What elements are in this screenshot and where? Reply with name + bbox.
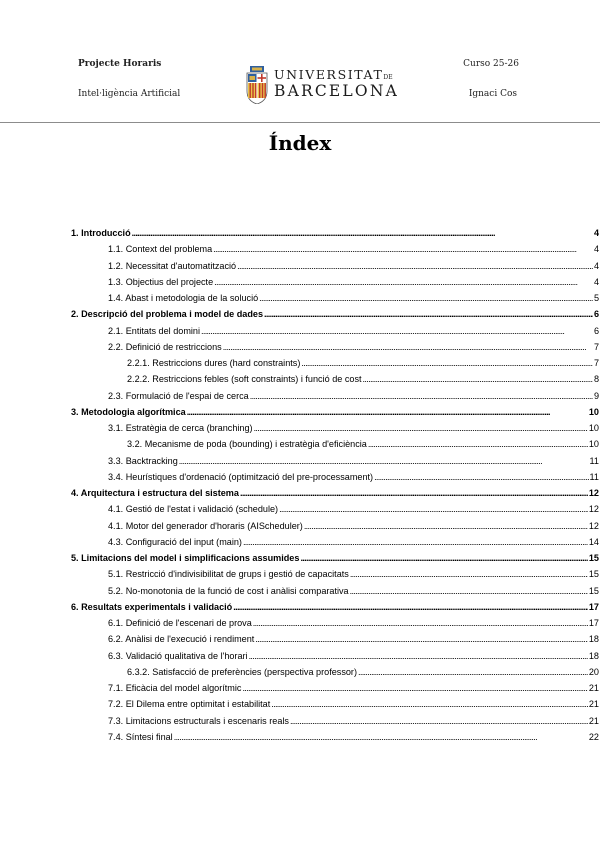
author-name: Ignaci Cos: [468, 89, 517, 99]
toc-entry-label: 7.1. Eficàcia del model algorítmic: [108, 683, 242, 693]
toc-dot-leader: [301, 358, 593, 368]
toc-entry-page: 17: [588, 601, 599, 612]
toc-entry[interactable]: [71, 618, 599, 634]
toc-entry-page: 4: [593, 228, 599, 238]
toc-entry-label: 3.3. Backtracking: [108, 455, 178, 466]
toc-entry-page: 7: [593, 358, 599, 368]
toc-dot-leader: [255, 634, 588, 644]
toc-entry-label: 6.3. Validació qualitativa de l'horari: [108, 650, 248, 661]
toc-entry[interactable]: [71, 342, 599, 358]
toc-dot-leader: [374, 472, 588, 482]
toc-entry-label: 2.3. Formulació de l'espai de cerca: [108, 390, 249, 401]
toc-entry-page: 12: [588, 520, 599, 531]
toc-dot-leader: [358, 667, 588, 677]
toc-entry-page: 18: [588, 634, 599, 645]
toc-dot-leader: [240, 488, 588, 498]
toc-entry-label: 3.1. Estratègia de cerca (branching): [108, 423, 253, 433]
toc-entry[interactable]: [71, 439, 599, 455]
toc-dot-leader: [300, 553, 587, 563]
toc-entry[interactable]: [71, 423, 599, 439]
toc-entry-label: 4.3. Configuració del input (main): [108, 536, 242, 547]
toc-entry[interactable]: [71, 293, 599, 309]
page-header: [0, 0, 600, 124]
toc-entry-page: 11: [589, 471, 599, 482]
toc-entry[interactable]: [71, 732, 599, 748]
toc-entry-label: 1.4. Abast i metodologia de la solució: [108, 293, 259, 303]
toc-dot-leader: [363, 374, 593, 384]
page-title: Índex: [268, 131, 332, 155]
toc-entry-label: 5.2. No-monotonia de la funció de cost i anàlisi comparativa: [108, 585, 349, 596]
toc-entry-label: 7.3. Limitacions estructurals i escenaris reals: [108, 715, 289, 726]
toc-entry-label: 2. Descripció del problema i model de dades: [71, 309, 264, 320]
toc-entry-page: 21: [588, 699, 599, 710]
toc-entry[interactable]: [71, 407, 599, 423]
toc-entry[interactable]: [71, 488, 599, 504]
toc-entry[interactable]: [71, 358, 599, 374]
toc-dot-leader: [253, 618, 588, 628]
university-name-line1: UNIVERSITATDE: [274, 67, 393, 82]
toc-entry-page: 5: [593, 293, 599, 303]
toc-entry-page: 15: [588, 569, 599, 580]
toc-entry[interactable]: [71, 374, 599, 390]
toc-entry-page: 6: [593, 325, 599, 336]
toc-dot-leader: [271, 699, 588, 709]
toc-entry[interactable]: [71, 277, 599, 293]
toc-entry[interactable]: [71, 634, 599, 650]
toc-entry-page: 18: [588, 650, 599, 661]
toc-entry[interactable]: [71, 228, 599, 244]
university-logo: [246, 66, 399, 106]
toc-entry[interactable]: [71, 456, 599, 472]
toc-dot-leader: [304, 521, 588, 531]
toc-dot-leader: [279, 504, 588, 514]
toc-dot-leader: [350, 569, 588, 579]
toc-entry-page: 6: [593, 309, 599, 320]
toc-entry[interactable]: [71, 699, 599, 715]
toc-entry-page: 10: [588, 439, 599, 450]
toc-entry[interactable]: [71, 537, 599, 553]
toc-dot-leader: [368, 439, 588, 449]
toc-dot-leader: [213, 244, 593, 254]
toc-entry[interactable]: [71, 309, 599, 325]
toc-entry[interactable]: [71, 521, 599, 537]
toc-entry-page: 9: [593, 390, 599, 401]
toc-entry-page: 21: [588, 683, 599, 693]
toc-entry-label: 1.1. Context del problema: [108, 244, 213, 255]
toc-entry-page: 20: [588, 666, 599, 677]
toc-entry-label: 3.4. Heurístiques d'ordenació (optimització del pre-processament): [108, 471, 374, 482]
toc-entry[interactable]: [71, 602, 599, 618]
table-of-contents: [71, 228, 599, 748]
toc-entry-label: 2.2.2. Restriccions febles (soft constraints) i funció de cost: [127, 374, 362, 385]
toc-entry-page: 22: [588, 731, 599, 742]
toc-entry-label: 1. Introducció: [71, 228, 131, 238]
toc-dot-leader: [187, 407, 588, 417]
toc-dot-leader: [237, 261, 593, 271]
toc-entry-page: 8: [593, 374, 599, 385]
toc-entry-page: 14: [588, 536, 599, 547]
toc-entry-label: 6.3.2. Satisfacció de preferències (perspectiva professor): [127, 666, 357, 677]
toc-entry-label: 3.2. Mecanisme de poda (bounding) i estratègia d'eficiència: [127, 439, 367, 450]
toc-entry-label: 4.1. Motor del generador d'horaris (AIScheduler): [108, 520, 303, 531]
toc-dot-leader: [243, 537, 588, 547]
toc-entry-label: 1.2. Necessitat d'automatització: [108, 260, 237, 271]
toc-entry-label: 2.2. Definició de restriccions: [108, 341, 222, 352]
toc-entry-label: 2.2.1. Restriccions dures (hard constraints): [127, 358, 301, 368]
toc-dot-leader: [179, 456, 589, 466]
toc-dot-leader: [250, 391, 593, 401]
header-divider: [0, 122, 600, 123]
toc-entry-label: 1.3. Objectius del projecte: [108, 276, 214, 287]
toc-entry-page: 10: [588, 423, 599, 433]
toc-entry-label: 5. Limitacions del model i simplificacions assumides: [71, 553, 300, 563]
toc-dot-leader: [201, 326, 593, 336]
toc-entry[interactable]: [71, 586, 599, 602]
toc-entry[interactable]: [71, 244, 599, 260]
toc-entry-label: 6.2. Anàlisi de l'execució i rendiment: [108, 634, 255, 645]
university-shield-icon: [246, 66, 268, 104]
toc-entry[interactable]: [71, 569, 599, 585]
course-year: Curso 25-26: [463, 59, 519, 69]
toc-dot-leader: [254, 423, 588, 433]
toc-entry-page: 4: [593, 276, 599, 287]
toc-entry[interactable]: [71, 261, 599, 277]
toc-dot-leader: [259, 293, 593, 303]
toc-dot-leader: [223, 342, 593, 352]
toc-entry-label: 6.1. Definició de l'escenari de prova: [108, 618, 252, 628]
toc-entry[interactable]: [71, 553, 599, 569]
toc-entry-page: 15: [588, 585, 599, 596]
toc-entry[interactable]: [71, 667, 599, 683]
project-name: Projecte Horaris: [78, 59, 162, 69]
toc-dot-leader: [264, 309, 593, 319]
toc-entry[interactable]: [71, 716, 599, 732]
toc-entry[interactable]: [71, 391, 599, 407]
toc-entry-label: 4. Arquitectura i estructura del sistema: [71, 488, 239, 498]
toc-entry[interactable]: [71, 651, 599, 667]
toc-entry[interactable]: [71, 472, 599, 488]
toc-entry-page: 11: [589, 455, 599, 466]
toc-dot-leader: [350, 586, 588, 596]
toc-entry[interactable]: [71, 504, 599, 520]
toc-entry-page: 15: [588, 553, 599, 563]
toc-entry-page: 4: [593, 260, 599, 271]
toc-dot-leader: [249, 651, 588, 661]
toc-entry-page: 7: [593, 341, 599, 352]
toc-entry-page: 4: [593, 244, 599, 255]
toc-dot-leader: [242, 683, 587, 693]
toc-entry-label: 2.1. Entitats del domini: [108, 325, 200, 336]
toc-entry-label: 6. Resultats experimentals i validació: [71, 601, 233, 612]
university-name-line2: BARCELONA: [274, 82, 399, 100]
subject-name: Intel·ligència Artificial: [78, 89, 181, 99]
toc-dot-leader: [233, 602, 588, 612]
toc-entry-page: 12: [588, 488, 599, 498]
toc-entry-page: 21: [588, 715, 599, 726]
toc-entry[interactable]: [71, 683, 599, 699]
toc-entry-label: 5.1. Restricció d'indivisibilitat de grups i gestió de capacitats: [108, 569, 349, 580]
toc-dot-leader: [214, 277, 593, 287]
toc-entry-label: 7.2. El Dilema entre optimitat i estabilitat: [108, 699, 271, 710]
toc-entry-page: 10: [588, 406, 599, 417]
toc-entry-label: 4.1. Gestió de l'estat i validació (schedule): [108, 504, 279, 515]
toc-entry-page: 17: [588, 618, 599, 628]
toc-dot-leader: [174, 732, 588, 742]
toc-entry-page: 12: [588, 504, 599, 515]
toc-dot-leader: [290, 716, 588, 726]
toc-entry-label: 7.4. Síntesi final: [108, 731, 173, 742]
toc-entry[interactable]: [71, 326, 599, 342]
toc-dot-leader: [132, 228, 593, 238]
toc-entry-label: 3. Metodologia algorítmica: [71, 406, 186, 417]
